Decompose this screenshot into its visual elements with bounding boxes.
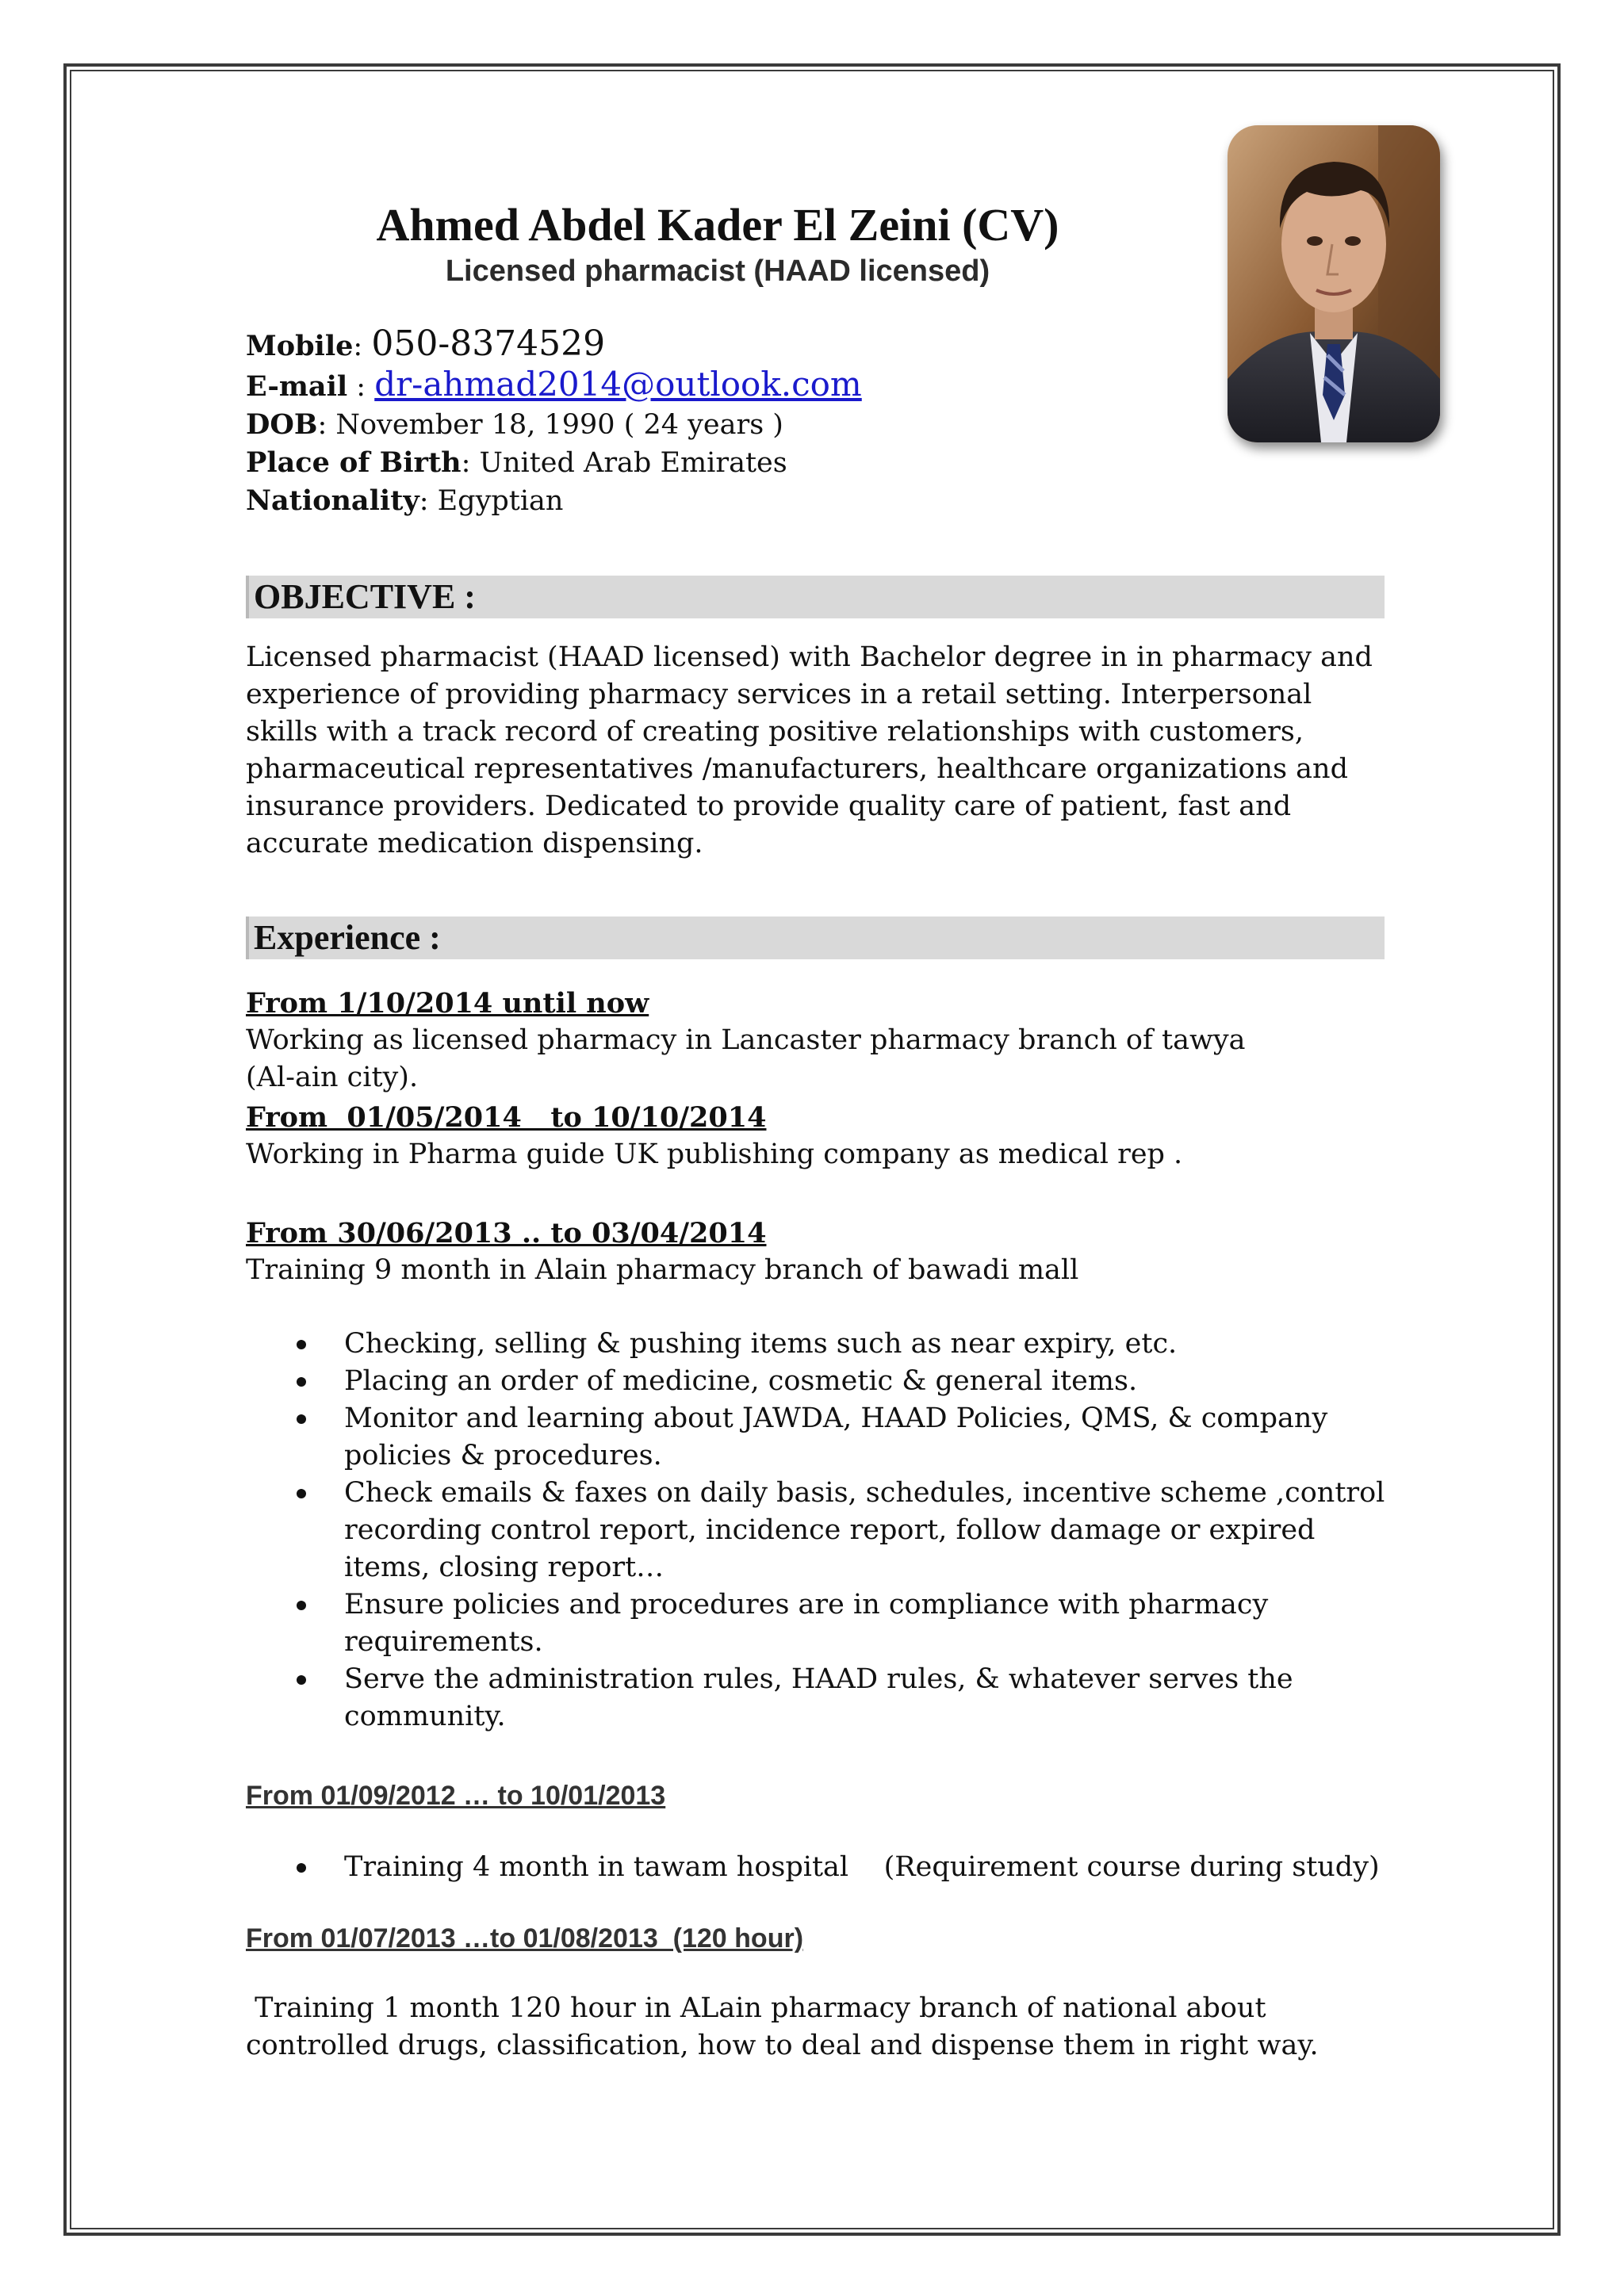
contact-block — [246, 325, 862, 520]
list-item — [246, 1363, 1388, 1400]
objective-text: Licensed pharmacist (HAAD licensed) with Bachelor degree in in pharmacy and experience of providing pharmacy services in a retail setting. Interpersonal skills with a track record of creating positive relationships with customers, pharmaceutical representatives /manufacturers, healthcare organizations and insurance providers. Dedicated to provide quality care of patient, fast and accurate medication dispensing. — [246, 641, 1373, 859]
birthplace-value: United Arab Emirates — [479, 447, 787, 479]
bullet-icon — [297, 1863, 306, 1873]
bullet-text: Placing an order of medicine, cosmetic & general items. — [344, 1365, 1138, 1397]
profile-photo — [1228, 125, 1440, 442]
bullet-icon — [297, 1377, 306, 1387]
bullet-icon — [297, 1414, 306, 1424]
job1-line-1: Working as licensed pharmacy in Lancaster pharmacy branch of tawya — [246, 1024, 1246, 1056]
objective-heading: OBJECTIVE : — [246, 576, 1385, 618]
list-item — [246, 1849, 1388, 1886]
list-item — [246, 1326, 1388, 1363]
bullet-icon — [297, 1340, 306, 1349]
email-row: E-mail : dr-ahmad2014@outlook.com — [246, 365, 862, 404]
bullet-text: Serve the administration rules, HAAD rules, & whatever serves the community. — [344, 1663, 1293, 1732]
mobile-value: 050-8374529 — [371, 323, 606, 364]
job5-text: Training 1 month 120 hour in ALain pharmacy branch of national about controlled drugs, classification, how to deal and dispense them in right way. — [246, 1992, 1319, 2061]
nationality-label: Nationality — [246, 484, 419, 517]
bullet-text: Check emails & faxes on daily basis, schedules, incentive scheme ,control recording control report, incidence report, follow damage or expired items, closing report… — [344, 1477, 1385, 1583]
job2-line-1: Working in Pharma guide UK publishing company as medical rep . — [246, 1138, 1183, 1170]
bullet-text: Monitor and learning about JAWDA, HAAD Policies, QMS, & company policies & procedures. — [344, 1402, 1328, 1471]
bullet-icon — [297, 1489, 306, 1498]
birthplace-row: Place of Birth: United Arab Emirates — [246, 446, 787, 479]
nationality-value: Egyptian — [437, 485, 564, 517]
job4-date: From 01/09/2012 … to 10/01/2013 — [246, 1781, 666, 1811]
job4-bullet-list — [246, 1849, 1388, 1886]
mobile-row: Mobile: 050-8374529 — [246, 323, 606, 364]
mobile-label: Mobile — [246, 330, 354, 362]
bullet-text: Ensure policies and procedures are in compliance with pharmacy requirements. — [344, 1589, 1269, 1658]
job2-date: From 01/05/2014 to 10/10/2014 — [246, 1101, 767, 1134]
cv-subtitle: Licensed pharmacist (HAAD licensed) — [445, 254, 990, 288]
dob-row: DOB: November 18, 1990 ( 24 years ) — [246, 408, 783, 441]
bullet-icon — [297, 1675, 306, 1685]
list-item — [246, 1586, 1388, 1661]
nationality-row: Nationality: Egyptian — [246, 484, 564, 517]
bullet-text: Checking, selling & pushing items such as near expiry, etc. — [344, 1328, 1178, 1360]
list-item — [246, 1661, 1388, 1735]
email-link[interactable]: dr-ahmad2014@outlook.com — [374, 365, 862, 404]
job3-date: From 30/06/2013 .. to 03/04/2014 — [246, 1217, 767, 1249]
email-label: E-mail — [246, 370, 348, 403]
job1-date: From 1/10/2014 until now — [246, 987, 649, 1020]
dob-label: DOB — [246, 408, 318, 441]
cv-name-title: Ahmed Abdel Kader El Zeini (CV) — [376, 199, 1059, 251]
list-item — [246, 1400, 1388, 1475]
list-item — [246, 1475, 1388, 1586]
birthplace-label: Place of Birth — [246, 446, 462, 479]
job3-bullet-list — [246, 1326, 1388, 1735]
bullet-text: Training 4 month in tawam hospital (Requirement course during study) — [344, 1851, 1380, 1883]
experience-heading: Experience : — [246, 916, 1385, 959]
bullet-icon — [297, 1601, 306, 1610]
job5-date: From 01/07/2013 …to 01/08/2013 (120 hour) — [246, 1923, 804, 1954]
job1-line-2: (Al-ain city). — [246, 1062, 419, 1093]
job3-line-1: Training 9 month in Alain pharmacy branch of bawadi mall — [246, 1254, 1079, 1286]
dob-value: November 18, 1990 ( 24 years ) — [335, 409, 783, 441]
